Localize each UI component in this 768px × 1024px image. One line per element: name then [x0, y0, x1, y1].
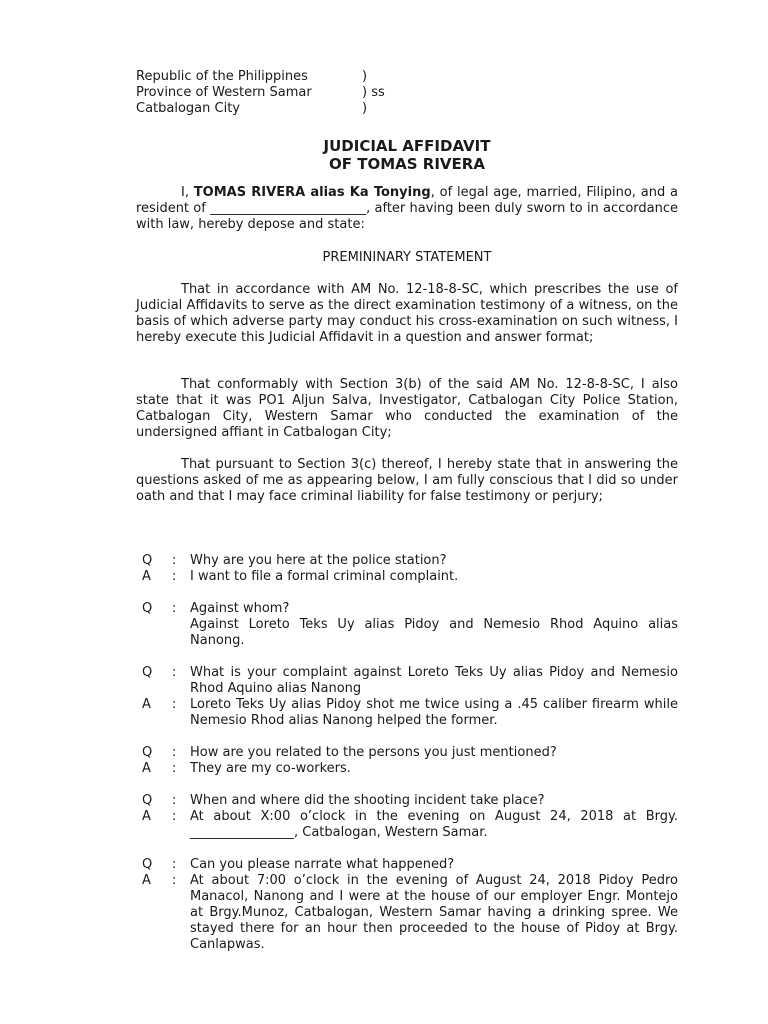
colon: : — [172, 665, 177, 680]
q-label: Q — [142, 601, 153, 616]
question-text: Why are you here at the police station? — [190, 553, 447, 568]
qa-pair — [136, 665, 678, 729]
answer-row — [136, 569, 678, 585]
q-label: Q — [142, 665, 153, 680]
venue-block — [136, 69, 385, 117]
answer-row — [136, 809, 678, 841]
answer-text: At about 7:00 o’clock in the evening of August 24, 2018 Pidoy Pedro Manacol, Nanong and I were at the house of our employer Engr. Montejo at Brgy.Munoz, Catbalogan, Western Samar having a drinking spree. We stayed there for an hour then proceeded to the house of Pidoy at Brgy. Canlapwas. — [190, 873, 678, 952]
answer-text: Loreto Teks Uy alias Pidoy shot me twice using a .45 caliber firearm while Nemesio Rhod alias Nanong helped the former. — [190, 697, 678, 728]
venue-bracket: ) — [362, 101, 368, 116]
qa-pair — [136, 745, 678, 777]
answer-row — [136, 873, 678, 953]
question-row — [136, 745, 678, 761]
colon: : — [172, 809, 177, 824]
colon: : — [172, 761, 177, 776]
a-label: A — [142, 809, 151, 824]
question-text: Can you please narrate what happened? — [190, 857, 455, 872]
paragraph-section-3c: That pursuant to Section 3(c) thereof, I hereby state that in answering the questions asked of me as appearing below, I am fully conscious that I did so under oath and that I may face criminal liability for false testimony or perjury; — [136, 457, 678, 504]
q-label: Q — [142, 857, 153, 872]
colon: : — [172, 793, 177, 808]
venue-country: Republic of the Philippines — [136, 69, 308, 84]
question-row — [136, 857, 678, 873]
q-label: Q — [142, 793, 153, 808]
colon: : — [172, 745, 177, 760]
colon: : — [172, 873, 177, 888]
intro-rest: , of legal age, married, Filipino, and a resident of ________________________, after having been duly sworn to in accordance with law, hereby depose and state: — [136, 185, 678, 232]
venue-city: Catbalogan City — [136, 101, 240, 116]
q-label: Q — [142, 553, 153, 568]
question-text: What is your complaint against Loreto Teks Uy alias Pidoy and Nemesio Rhod Aquino alias Nanong — [190, 665, 678, 696]
title-line-2: OF TOMAS RIVERA — [329, 155, 485, 173]
affiant-name: TOMAS RIVERA alias Ka Tonying — [193, 185, 431, 200]
colon: : — [172, 697, 177, 712]
question-row — [136, 665, 678, 697]
section-heading: PREMININARY STATEMENT — [322, 250, 492, 265]
venue-line — [136, 85, 385, 101]
q-label: Q — [142, 745, 153, 760]
question-row — [136, 553, 678, 569]
question-row — [136, 793, 678, 809]
paragraph-am-no: That in accordance with AM No. 12-18-8-SC, which prescribes the use of Judicial Affidavits to serve as the direct examination testimony of a witness, on the basis of which adverse party may conduct his cross-examination on such witness, I hereby execute this Judicial Affidavit in a question and answer format; — [136, 282, 678, 345]
answer-text: At about X:00 o’clock in the evening on August 24, 2018 at Brgy. ________________, Catbalogan, Western Samar. — [190, 809, 678, 840]
venue-bracket-ss: ) ss — [362, 85, 385, 100]
paragraph-section-3b: That conformably with Section 3(b) of the said AM No. 12-8-8-SC, I also state that it was PO1 Aljun Salva, Investigator, Catbalogan City Police Station, Catbalogan City, Western Samar who conducted the examination of the undersigned affiant in Catbalogan City; — [136, 377, 678, 440]
answer-text: I want to file a formal criminal complaint. — [190, 569, 459, 584]
a-label: A — [142, 873, 151, 888]
answer-row-continued — [136, 617, 678, 649]
a-label: A — [142, 697, 151, 712]
qa-pair — [136, 793, 678, 841]
a-label: A — [142, 761, 151, 776]
colon: : — [172, 569, 177, 584]
title-line-1: JUDICIAL AFFIDAVIT — [323, 137, 491, 155]
a-label: A — [142, 569, 151, 584]
venue-line — [136, 101, 368, 117]
intro-lead: I, — [181, 185, 194, 200]
qa-pair — [136, 601, 678, 649]
colon: : — [172, 857, 177, 872]
answer-row — [136, 697, 678, 729]
colon: : — [172, 553, 177, 568]
answer-text: Against Loreto Teks Uy alias Pidoy and Nemesio Rhod Aquino alias Nanong. — [190, 617, 678, 648]
question-row — [136, 601, 678, 617]
question-text: How are you related to the persons you just mentioned? — [190, 745, 557, 760]
qa-pair — [136, 857, 678, 953]
question-text: Against whom? — [190, 601, 290, 616]
question-text: When and where did the shooting incident take place? — [190, 793, 545, 808]
answer-text: They are my co-workers. — [190, 761, 351, 776]
intro-paragraph — [136, 185, 678, 233]
venue-bracket: ) — [362, 69, 368, 84]
venue-line — [136, 69, 368, 85]
venue-province: Province of Western Samar — [136, 85, 312, 100]
answer-row — [136, 761, 678, 777]
document-title — [136, 137, 678, 173]
qa-pair — [136, 553, 678, 585]
colon: : — [172, 601, 177, 616]
